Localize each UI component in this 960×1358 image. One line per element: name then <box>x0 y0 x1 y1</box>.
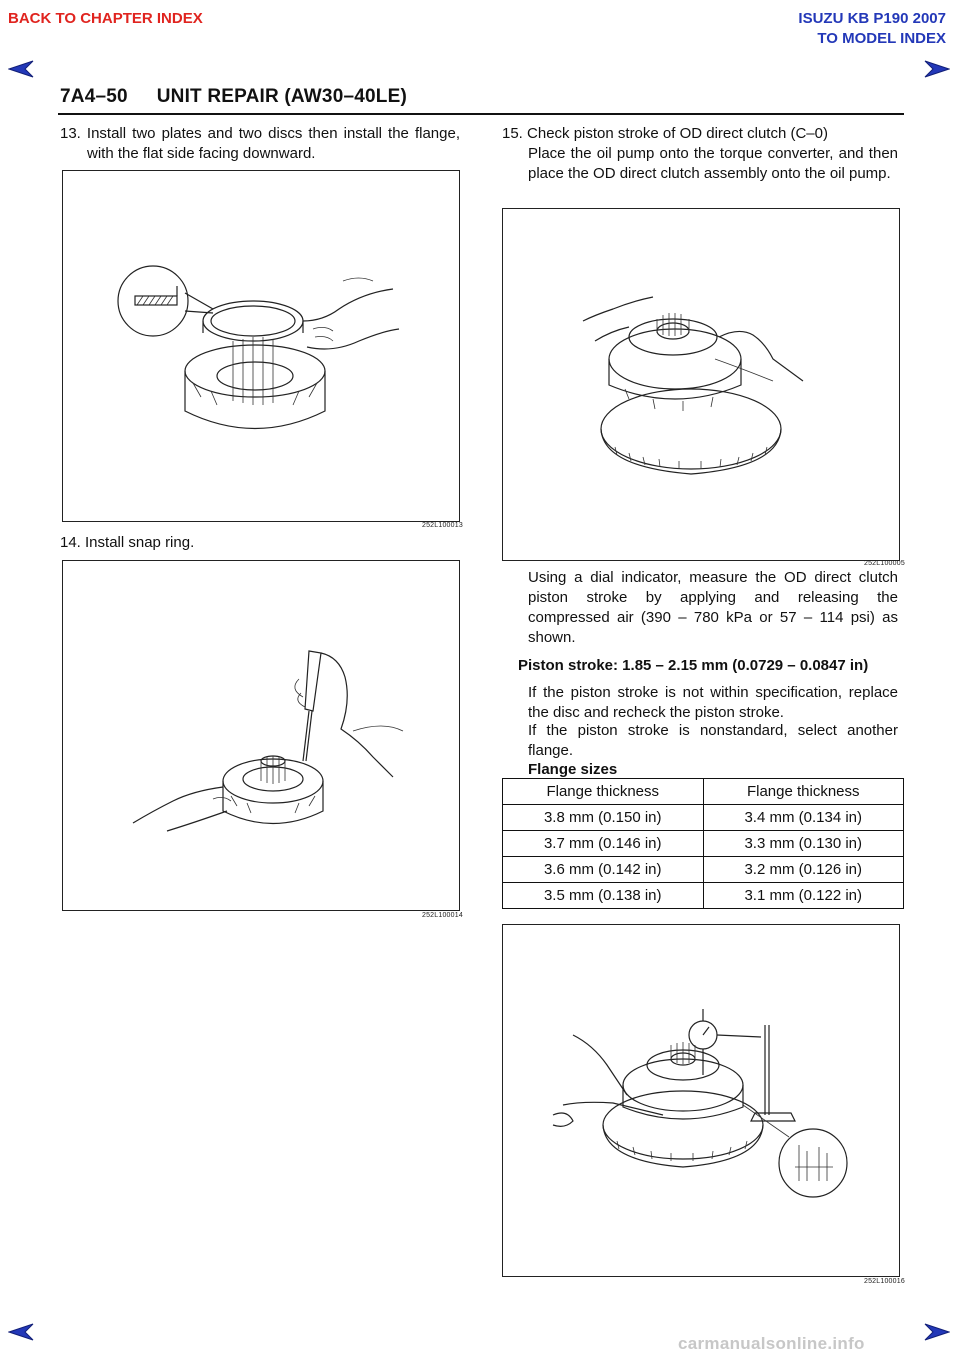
watermark: carmanualsonline.info <box>678 1334 865 1353</box>
table-cell: 3.1 mm (0.122 in) <box>703 883 904 909</box>
figure-place-oil-pump <box>502 208 900 561</box>
table-row <box>503 857 904 883</box>
figure-place-oil-pump-illustration <box>503 209 899 560</box>
table-header-cell: Flange thickness <box>703 779 904 805</box>
flange-sizes-title: Flange sizes <box>528 761 618 778</box>
table-cell: 3.3 mm (0.130 in) <box>703 831 904 857</box>
table-row <box>503 831 904 857</box>
figure-install-snap-ring <box>62 560 460 911</box>
table-cell: 3.5 mm (0.138 in) <box>503 883 704 909</box>
step-14-text: 14. Install snap ring. <box>60 534 195 551</box>
table-header-row <box>503 779 904 805</box>
figure-code-4: 252L100016 <box>864 1278 905 1285</box>
right-arrow-icon[interactable] <box>924 60 950 78</box>
figure-dial-indicator-illustration <box>503 925 899 1276</box>
left-arrow-icon[interactable] <box>8 1323 34 1341</box>
left-arrow-icon[interactable] <box>8 60 34 78</box>
step-15-measure: Using a dial indicator, measure the OD direct clutch piston stroke by applying and releasing the compressed air (390 – 780 kPa or 57 – 114 psi) as shown. <box>528 569 898 646</box>
figure-code-2: 252L100014 <box>422 912 463 919</box>
flange-sizes-table <box>502 778 904 909</box>
figure-install-flange-illustration <box>63 171 459 521</box>
page-code: 7A4–50 <box>60 86 128 107</box>
table-cell: 3.7 mm (0.146 in) <box>503 831 704 857</box>
table-cell: 3.2 mm (0.126 in) <box>703 857 904 883</box>
note-recheck: If the piston stroke is not within specification, replace the disc and recheck the piston stroke. <box>528 684 898 721</box>
figure-code-1: 252L100013 <box>422 522 463 529</box>
table-header-cell: Flange thickness <box>503 779 704 805</box>
right-arrow-icon[interactable] <box>924 1323 950 1341</box>
figure-dial-indicator <box>502 924 900 1277</box>
figure-code-3: 252L100005 <box>864 560 905 567</box>
back-to-chapter-index-link[interactable]: BACK TO CHAPTER INDEX <box>8 10 203 27</box>
step-15-title: 15. Check piston stroke of OD direct clutch (C–0) <box>502 125 828 142</box>
header-rule <box>58 113 904 115</box>
figure-install-snap-ring-illustration <box>63 561 459 910</box>
model-title-link[interactable]: ISUZU KB P190 2007 <box>798 10 946 27</box>
step-15-body: Place the oil pump onto the torque converter, and then place the OD direct clutch assembly onto the oil pump. <box>528 145 898 182</box>
note-select-flange: If the piston stroke is nonstandard, select another flange. <box>528 722 898 759</box>
page-title: UNIT REPAIR (AW30–40LE) <box>156 86 407 107</box>
figure-install-flange <box>62 170 460 522</box>
table-cell: 3.6 mm (0.142 in) <box>503 857 704 883</box>
table-row <box>503 883 904 909</box>
page-header <box>60 86 407 108</box>
table-row <box>503 805 904 831</box>
table-cell: 3.8 mm (0.150 in) <box>503 805 704 831</box>
table-cell: 3.4 mm (0.134 in) <box>703 805 904 831</box>
to-model-index-link[interactable]: TO MODEL INDEX <box>817 30 946 47</box>
piston-stroke-spec: Piston stroke: 1.85 – 2.15 mm (0.0729 – 0.0847 in) <box>518 657 869 674</box>
step-13-text: 13. Install two plates and two discs then install the flange, with the flat side facing downward. <box>60 125 460 162</box>
